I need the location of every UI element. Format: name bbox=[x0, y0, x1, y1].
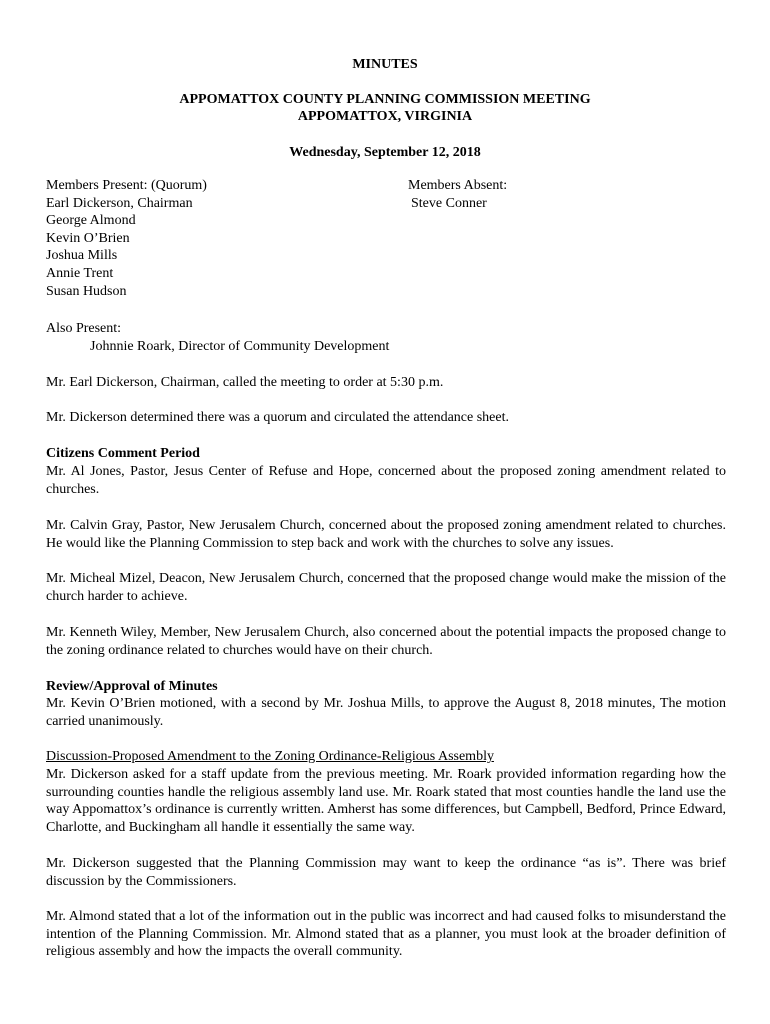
member-name: Susan Hudson bbox=[46, 283, 127, 299]
discussion-heading bbox=[46, 748, 726, 766]
discussion-paragraph: Mr. Almond stated that a lot of the information out in the public was incorrect and had caused folks to misunderstand the intention of the Planning Commission. Mr. Almond stated that as a planner, you must look at the broader definition of religious assembly and how the impacts the overall community. bbox=[46, 909, 726, 960]
member-name: George Almond bbox=[46, 213, 136, 229]
quorum-statement: Mr. Dickerson determined there was a quorum and circulated the attendance sheet. bbox=[46, 410, 509, 425]
review-paragraph: Mr. Kevin O’Brien motioned, with a second by Mr. Joshua Mills, to approve the August 8, 2018 minutes, The motion carried unanimously. bbox=[46, 696, 726, 729]
review-heading: Review/Approval of Minutes bbox=[46, 679, 218, 694]
absent-member-name: Steve Conner bbox=[411, 195, 487, 211]
discussion-paragraph: Mr. Dickerson asked for a staff update from the previous meeting. Mr. Roark provided information regarding how the surrounding counties handle the religious assembly land use. Mr. Roark stated that most counties handle the land use the way Appomattox’s ordinance is currently written. Amherst has some differences, but Campbell, Bedford, Prince Edward, Charlotte, and Buckingham all handle it essentially the same way. bbox=[46, 767, 726, 835]
also-present-name: Johnnie Roark, Director of Community Development bbox=[90, 338, 390, 354]
member-name: Earl Dickerson, Chairman bbox=[46, 195, 193, 211]
location-title: APPOMATTOX, VIRGINIA bbox=[297, 109, 473, 124]
citizen-comment: Mr. Calvin Gray, Pastor, New Jerusalem Church, concerned about the proposed zoning amendment related to churches. He would like the Planning Commission to step back and work with the churches to solve any issues. bbox=[46, 518, 726, 551]
discussion-paragraph: Mr. Dickerson suggested that the Planning Commission may want to keep the ordinance “as is”. There was brief discussion by the Commissioners. bbox=[46, 856, 726, 889]
member-name: Kevin O’Brien bbox=[46, 230, 130, 246]
call-to-order: Mr. Earl Dickerson, Chairman, called the meeting to order at 5:30 p.m. bbox=[46, 375, 444, 390]
citizen-comment: Mr. Al Jones, Pastor, Jesus Center of Refuse and Hope, concerned about the proposed zoning amendment related to churches. bbox=[46, 464, 726, 497]
doc-title: MINUTES bbox=[352, 57, 418, 72]
also-present-heading: Also Present: bbox=[46, 321, 122, 336]
meeting-date: Wednesday, September 12, 2018 bbox=[289, 145, 481, 160]
also-present bbox=[46, 320, 389, 355]
members-present-heading: Members Present: (Quorum) bbox=[46, 178, 207, 193]
org-title: APPOMATTOX COUNTY PLANNING COMMISSION MEETING bbox=[179, 92, 591, 107]
citizen-comment: Mr. Micheal Mizel, Deacon, New Jerusalem Church, concerned that the proposed change would make the mission of the church harder to achieve. bbox=[46, 571, 726, 604]
member-name: Joshua Mills bbox=[46, 248, 118, 264]
citizen-comment: Mr. Kenneth Wiley, Member, New Jerusalem Church, also concerned about the potential impacts the proposed change to the zoning ordinance related to churches would have on their church. bbox=[46, 625, 726, 658]
citizens-heading: Citizens Comment Period bbox=[46, 446, 200, 461]
member-name: Annie Trent bbox=[46, 265, 114, 281]
discussion-heading-text: Discussion-Proposed Amendment to the Zoning Ordinance-Religious Assembly bbox=[46, 749, 494, 764]
members-absent-heading: Members Absent: bbox=[408, 178, 508, 193]
members-present bbox=[46, 177, 207, 300]
members-absent bbox=[408, 177, 507, 212]
